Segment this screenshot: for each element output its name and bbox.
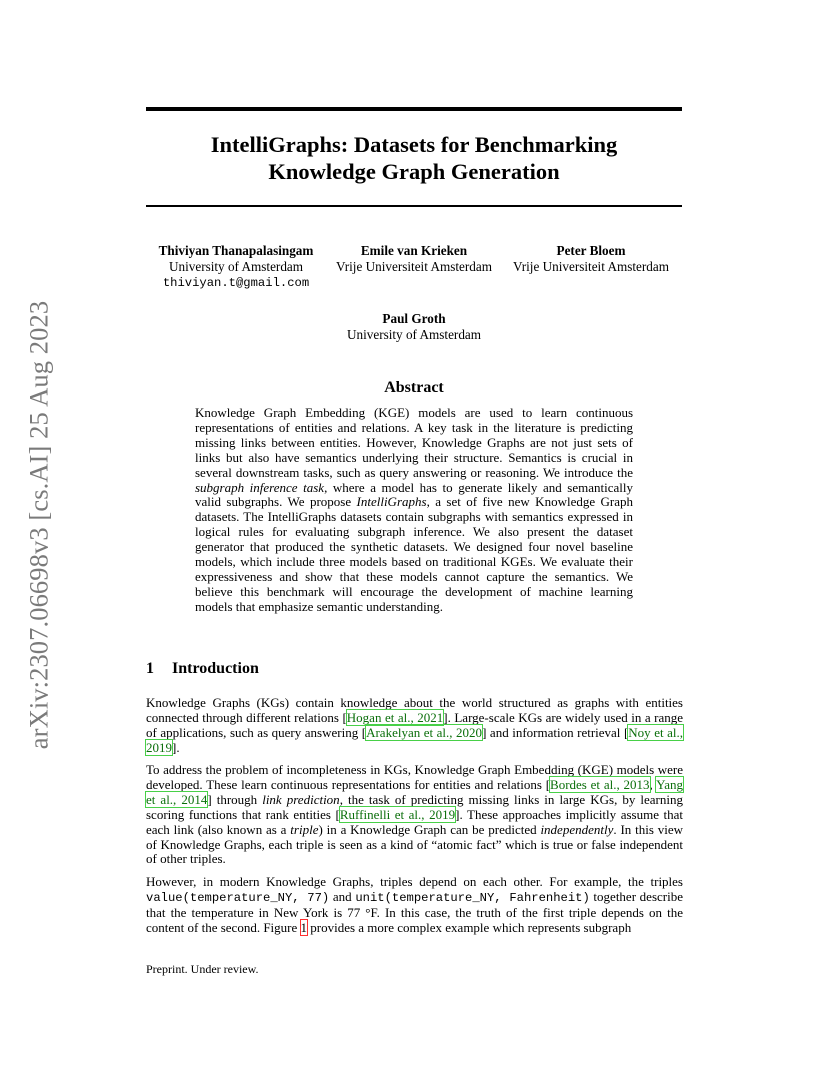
paragraph-emphasis: independently bbox=[540, 821, 614, 837]
author-affiliation: Vrije Universiteit Amsterdam bbox=[336, 259, 492, 274]
author-block-3 bbox=[505, 243, 677, 275]
paragraph-text: ]. bbox=[172, 739, 180, 755]
paragraph-text: ]. Large-scale KGs are widely used in a range of applications, such as query answering [ bbox=[146, 709, 683, 740]
author-affiliation: University of Amsterdam bbox=[168, 259, 304, 274]
paragraph-emphasis: link prediction bbox=[262, 791, 340, 807]
abstract-text: Knowledge Graph Embedding (KGE) models are used to learn continuous representations of entities and relations. A key task in the literature is predicting missing links between entities. However, Knowledge Graphs are not just sets of links but also have semantics underlying their structure. Semantics is crucial in several downstream tasks, such as query answering or reasoning. We introduce the bbox=[195, 405, 633, 480]
citation-link[interactable]: Arakelyan et al., 2020 bbox=[366, 724, 483, 740]
citation-link[interactable]: Bordes et al., 2013 bbox=[550, 776, 650, 792]
paragraph-emphasis: triple bbox=[290, 821, 319, 837]
citation-link[interactable]: Hogan et al., 2021 bbox=[346, 709, 444, 725]
citation-link[interactable]: Noy et al., 2019 bbox=[146, 724, 683, 755]
author-name: Thiviyan Thanapalasingam bbox=[158, 243, 314, 258]
title-line-1: IntelliGraphs: Datasets for Benchmarking bbox=[210, 132, 618, 157]
preprint-footer: Preprint. Under review. bbox=[146, 962, 259, 976]
intro-paragraph-2 bbox=[146, 763, 683, 867]
abstract-emphasis: IntelliGraphs bbox=[356, 494, 427, 510]
author-name: Emile van Krieken bbox=[360, 243, 468, 258]
figure-reference-link[interactable]: 1 bbox=[300, 919, 308, 935]
abstract-text: , a set of five new Knowledge Graph datasets. The IntelliGraphs datasets contain subgraphs with semantics expressed in logical rules for evaluating subgraph inference. We also present the dataset generator that produced the synthetic datasets. We designed four novel baseline models, which include three models based on traditional KGEs. We evaluate their expressiveness and show that these models cannot capture the semantics. We believe this benchmark will encourage the development of machine learning models that emphasize semantic understanding. bbox=[195, 494, 633, 614]
paragraph-text: ) in a Knowledge Graph can be predicted bbox=[318, 821, 541, 837]
section-heading bbox=[146, 660, 259, 678]
author-block-2 bbox=[328, 243, 500, 275]
abstract-text: , where a model has to generate likely and semantically valid subgraphs. We propose bbox=[195, 479, 633, 510]
citation-link[interactable]: Ruffinelli et al., 2019 bbox=[339, 806, 456, 822]
paragraph-text: ]. These approaches implicitly assume that each link (also known as a bbox=[146, 806, 684, 837]
intro-paragraph-3 bbox=[146, 875, 683, 936]
author-name: Peter Bloem bbox=[556, 243, 626, 258]
author-block-1 bbox=[146, 243, 326, 291]
intro-paragraph-1 bbox=[146, 696, 683, 756]
paragraph-text: and bbox=[329, 888, 356, 904]
citation-link[interactable]: Yang et al., 2014 bbox=[146, 776, 683, 807]
paragraph-text: However, in modern Knowledge Graphs, triples depend on each other. For example, the triples bbox=[146, 874, 683, 889]
author-block-4 bbox=[314, 311, 514, 343]
inline-code: value(temperature_NY, 77) bbox=[146, 890, 330, 905]
section-title: Introduction bbox=[172, 660, 259, 677]
abstract-emphasis: subgraph inference task bbox=[195, 479, 325, 495]
abstract-body bbox=[195, 406, 633, 615]
author-email: thiviyan.t@gmail.com bbox=[162, 276, 310, 290]
paragraph-text: , the task of predicting missing links in large KGs, by learning scoring functions that rank entities [ bbox=[146, 791, 683, 822]
arxiv-stamp bbox=[22, 290, 56, 760]
abstract-heading: Abstract bbox=[384, 379, 444, 396]
paragraph-text: together describe that the temperature in New York is 77 °F. In this case, the truth of the first triple depends on the content of the second. Figure bbox=[146, 888, 683, 935]
inline-code: unit(temperature_NY, Fahrenheit) bbox=[355, 890, 590, 905]
paragraph-text: provides a more complex example which represents subgraph bbox=[307, 919, 632, 935]
paragraph-text: To address the problem of incompleteness in KGs, Knowledge Graph Embedding (KGE) models were developed. These learn continuous representations for entities and relations [ bbox=[146, 762, 683, 792]
title-top-rule bbox=[146, 107, 682, 111]
arxiv-stamp-text: arXiv:2307.06698v3 [cs.AI] 25 Aug 2023 bbox=[23, 300, 54, 750]
paragraph-text: . In this view of Knowledge Graphs, each triple is seen as a kind of “atomic fact” which is true or false independent of other triples. bbox=[146, 821, 683, 867]
title-bottom-rule bbox=[146, 205, 682, 207]
author-name: Paul Groth bbox=[382, 311, 446, 326]
author-affiliation: University of Amsterdam bbox=[346, 327, 482, 342]
paragraph-text: ] through bbox=[207, 791, 263, 807]
paragraph-text: , bbox=[649, 776, 657, 792]
author-affiliation: Vrije Universiteit Amsterdam bbox=[513, 259, 669, 274]
paper-title bbox=[146, 131, 682, 185]
section-number: 1 bbox=[146, 660, 154, 677]
title-line-2: Knowledge Graph Generation bbox=[268, 159, 560, 184]
paragraph-text: ] and information retrieval [ bbox=[482, 724, 629, 740]
paragraph-text: Knowledge Graphs (KGs) contain knowledge about the world structured as graphs with entities connected through different relations [ bbox=[146, 695, 683, 725]
